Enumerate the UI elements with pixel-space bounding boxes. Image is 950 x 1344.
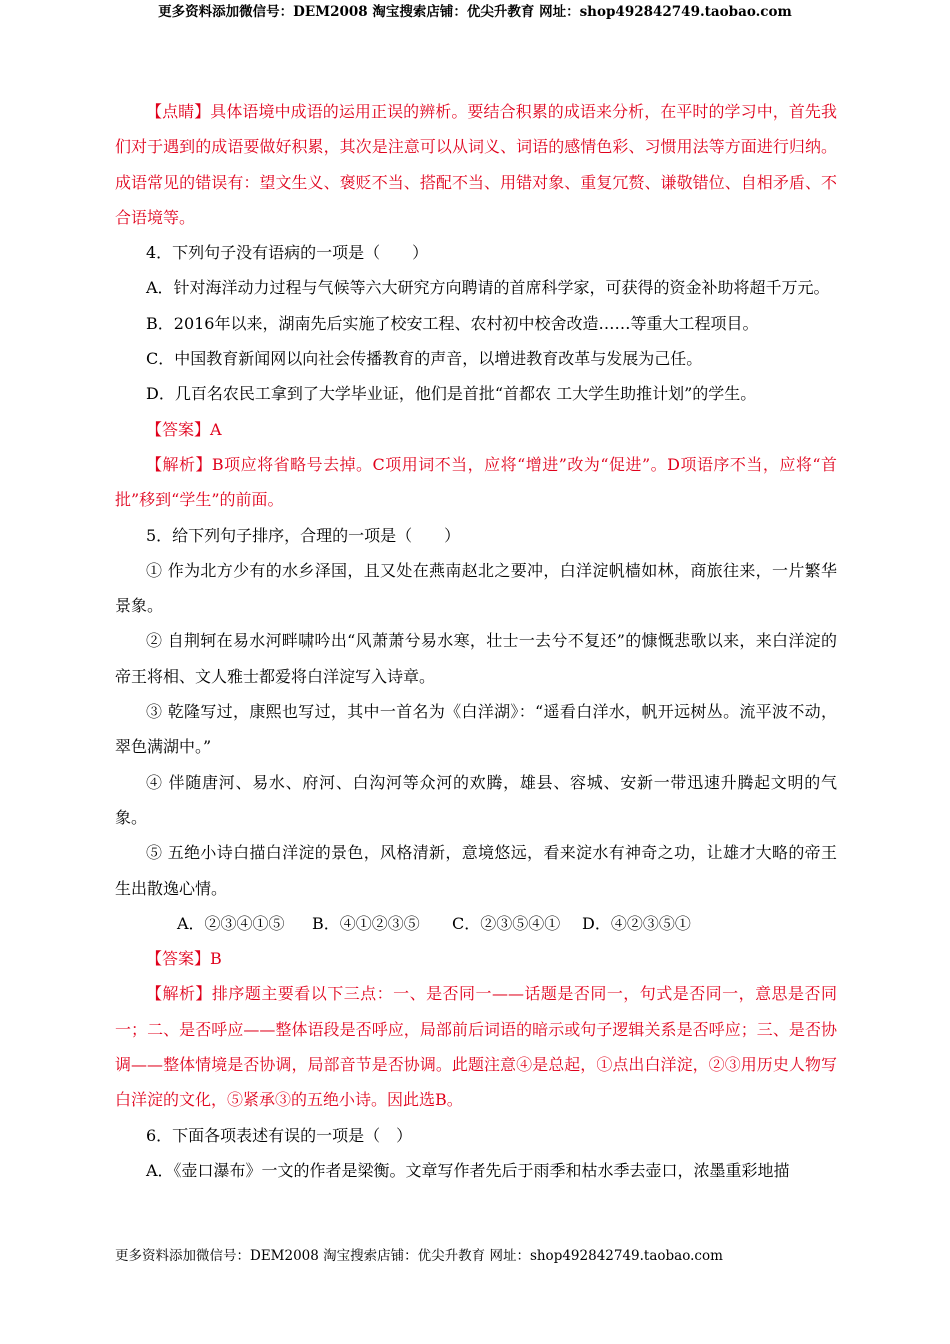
q5-analysis: 【解析】排序题主要看以下三点：一、是否同一——话题是否同一，句式是否同一，意思是否同一；二、是否呼应——整体语段是否呼应，局部前后词语的暗示或句子逻辑关系是否呼应；三、是否协调——整体情境是否协调，局部音节是否协调。此题注意④是总起，①点出白洋淀，②③用历史人物写白洋淀的文化，⑤紧承③的五绝小诗。因此选B。: [115, 984, 837, 1110]
q4-stem: 4．下列句子没有语病的一项是（ ）: [146, 243, 429, 263]
q6-option-a: A．《壶口瀑布》一文的作者是梁衡。文章写作者先后于雨季和枯水季去壶口，浓墨重彩地描: [146, 1160, 790, 1180]
document-body: [115, 94, 837, 1188]
q5-answer: 【答案】B: [146, 949, 222, 969]
q4-option-a: A．针对海洋动力过程与气候等六大研究方向聘请的首席科学家，可获得的资金补助将超千万元。: [146, 278, 830, 298]
q4-analysis: 【解析】B项应将省略号去掉。C项用词不当，应将“增进”改为“促进”。D项语序不当，应将“首批”移到“学生”的前面。: [115, 454, 837, 510]
q5-sentence-1: ① 作为北方少有的水乡泽国，且又处在燕南赵北之要冲，白洋淀帆樯如林，商旅往来，一片繁华景象。: [115, 560, 837, 616]
q5-options: [115, 906, 837, 941]
q5-sentence-2: ② 自荆轲在易水河畔啸吟出“风萧萧兮易水寒，壮士一去兮不复还”的慷慨悲歌以来，来白洋淀的帝王将相、文人雅士都爱将白洋淀写入诗章。: [115, 631, 837, 686]
page-header: 更多资料添加微信号：DEM2008 淘宝搜索店铺：优尖升教育 网址：shop492842749.taobao.com: [158, 4, 792, 20]
dianjing-paragraph: 【点睛】具体语境中成语的运用正误的辨析。要结合积累的成语来分析，在平时的学习中，首先我们对于遇到的成语要做好积累，其次是注意可以从词义、词语的感情色彩、习惯用法等方面进行归纳。成语常见的错误有：望文生义、褒贬不当、搭配不当、用错对象、重复冗赘、谦敬错位、自相矛盾、不合语境等。: [115, 102, 837, 227]
q6-stem: 6．下面各项表述有误的一项是（ ）: [146, 1125, 413, 1145]
q5-stem: 5．给下列句子排序，合理的一项是（ ）: [146, 525, 461, 545]
q4-option-c: C．中国教育新闻网以向社会传播教育的声音，以增进教育改革与发展为己任。: [146, 349, 703, 369]
q4-option-d: D．几百名农民工拿到了大学毕业证，他们是首批“首都农 工大学生助推计划”的学生。: [146, 384, 757, 404]
q5-sentence-4: ④ 伴随唐河、易水、府河、白沟河等众河的欢腾，雄县、容城、安新一带迅速升腾起文明的气象。: [115, 772, 837, 827]
q5-option-c: C．②③⑤④①: [452, 913, 561, 933]
q5-sentence-3: ③ 乾隆写过，康熙也写过，其中一首名为《白洋湖》：“遥看白洋水，帆开远树丛。流平波不动，翠色满湖中。”: [115, 702, 837, 757]
q5-option-b: B．④①②③⑤: [312, 913, 420, 933]
page-footer: 更多资料添加微信号：DEM2008 淘宝搜索店铺：优尖升教育 网址：shop492842749.taobao.com: [115, 1248, 723, 1264]
q5-option-a: A．②③④①⑤: [177, 913, 285, 933]
q5-option-d: D．④②③⑤①: [582, 913, 691, 933]
q5-sentence-5: ⑤ 五绝小诗白描白洋淀的景色，风格清新，意境悠远，看来淀水有神奇之功，让雄才大略的帝王生出散逸心情。: [115, 843, 837, 898]
q4-answer: 【答案】A: [146, 419, 222, 439]
q4-option-b: B．2016年以来，湖南先后实施了校安工程、农村初中校舍改造……等重大工程项目。: [146, 313, 759, 333]
